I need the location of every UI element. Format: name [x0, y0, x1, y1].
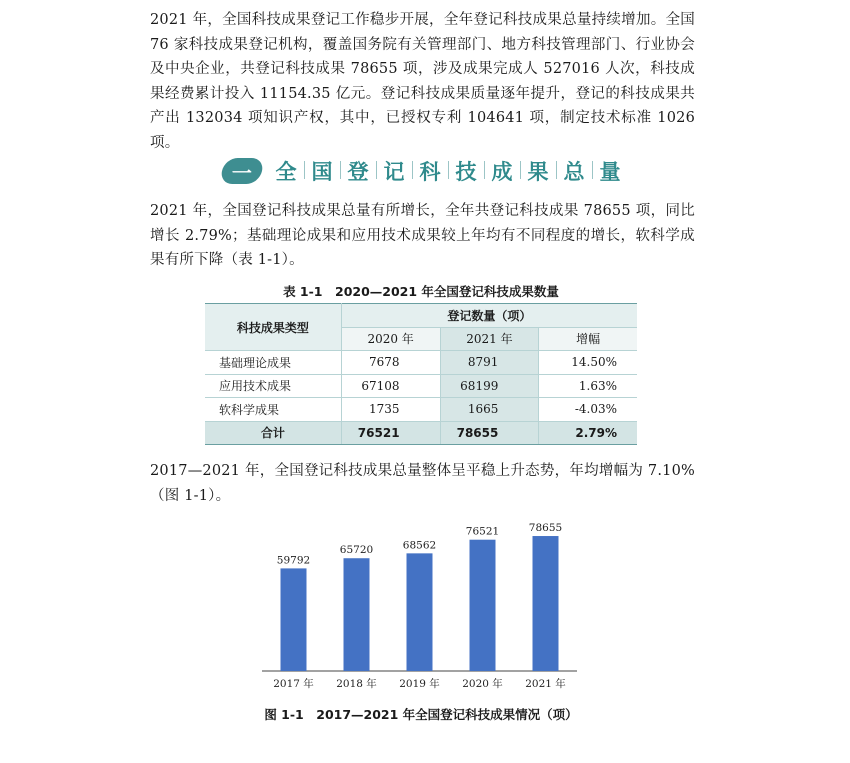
column-header-growth: 增幅 — [539, 327, 637, 351]
bar-value-label: 76521 — [465, 525, 500, 538]
x-tick-label: 2019 年 — [399, 678, 440, 690]
total-2021: 78655 — [440, 421, 539, 445]
row-label: 应用技术成果 — [205, 374, 341, 398]
cell-growth: 14.50% — [539, 351, 637, 375]
section-title-char: 国 — [304, 156, 340, 186]
section-title — [268, 156, 628, 186]
section-title-char: 全 — [275, 160, 297, 184]
total-growth: 2.79% — [539, 421, 637, 445]
bar — [407, 553, 433, 671]
bar-chart — [262, 520, 582, 698]
column-header-2020: 2020 年 — [341, 327, 440, 351]
row-label: 基础理论成果 — [205, 351, 341, 375]
figure-caption: 图 1-1 2017—2021 年全国登记科技成果情况（项） — [264, 707, 578, 722]
section-title-char: 技 — [448, 156, 484, 186]
bar-value-label: 59792 — [276, 554, 311, 567]
section-title-char: 量 — [592, 156, 628, 186]
section-heading — [222, 154, 628, 188]
summary-paragraph: 2021 年，全国登记科技成果总量有所增长，全年共登记科技成果 78655 项，同比增长 2.79%；基础理论成果和应用技术成果较上年均有不同程度的增长，软科学成果有所下降（表 1-1）。 — [150, 203, 695, 268]
bar-value-label: 78655 — [528, 522, 563, 535]
cell-2021: 8791 — [440, 351, 539, 375]
cell-2020: 7678 — [341, 351, 440, 375]
x-tick-label: 2020 年 — [462, 678, 503, 690]
x-tick-label: 2021 年 — [525, 678, 566, 690]
intro-paragraph: 2021 年，全国科技成果登记工作稳步开展，全年登记科技成果总量持续增加。全国 76 家科技成果登记机构，覆盖国务院有关管理部门、地方科技管理部门、行业协会及中央企业，共登记科技成果 78655 项，涉及成果完成人 527016 人次，科技成果经费累计投入 11154.35 亿元。登记科技成果质量逐年提升，登记的科技成果共产出 132034 项知识产权，其中，已授权专利 104641 项，制定技术标准 1026 项。 — [150, 12, 695, 151]
results-table — [205, 303, 637, 445]
bar-value-label: 65720 — [339, 544, 374, 557]
cell-2021: 1665 — [440, 398, 539, 422]
section-title-char: 记 — [376, 156, 412, 186]
section-title-char: 果 — [520, 156, 556, 186]
total-label: 合计 — [205, 421, 341, 445]
section-number: 一 — [232, 160, 252, 185]
column-header-2021: 2021 年 — [440, 327, 539, 351]
table-row — [205, 398, 637, 422]
cell-2020: 67108 — [341, 374, 440, 398]
cell-growth: 1.63% — [539, 374, 637, 398]
cell-growth: -4.03% — [539, 398, 637, 422]
section-title-char: 科 — [412, 156, 448, 186]
column-header-count: 登记数量（项） — [341, 304, 637, 328]
trend-paragraph: 2017—2021 年，全国登记科技成果总量整体呈平稳上升态势，年均增幅为 7.10%（图 1-1）。 — [150, 463, 695, 504]
column-header-type: 科技成果类型 — [205, 304, 341, 351]
bar-value-label: 68562 — [402, 539, 437, 552]
bar — [344, 558, 370, 671]
section-title-char: 成 — [484, 156, 520, 186]
total-2020: 76521 — [341, 421, 440, 445]
section-title-char: 总 — [556, 156, 592, 186]
table-total-row — [205, 421, 637, 445]
cell-2021: 68199 — [440, 374, 539, 398]
x-tick-label: 2017 年 — [273, 678, 314, 690]
section-title-char: 登 — [340, 156, 376, 186]
table-caption: 表 1-1 2020—2021 年全国登记科技成果数量 — [283, 284, 559, 299]
cell-2020: 1735 — [341, 398, 440, 422]
bar — [533, 536, 559, 671]
x-tick-label: 2018 年 — [336, 678, 377, 690]
table-row — [205, 351, 637, 375]
bar — [470, 540, 496, 671]
section-number-badge — [219, 158, 265, 184]
bar — [281, 568, 307, 671]
table-row — [205, 374, 637, 398]
row-label: 软科学成果 — [205, 398, 341, 422]
